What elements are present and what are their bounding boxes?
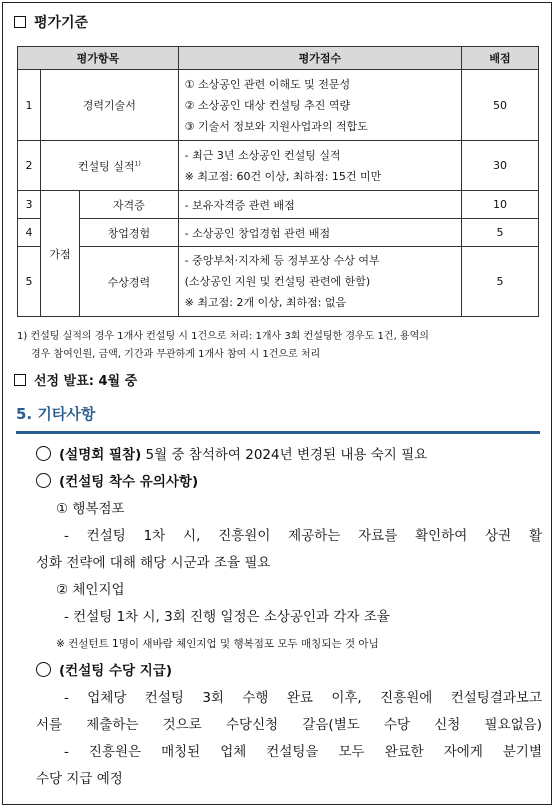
checkbox-square-icon	[14, 16, 26, 28]
announcement-heading: 선정 발표: 4월 중	[14, 370, 137, 389]
table-row: 2 컨설팅 실적$^{1)}$ - 최근 3년 소상공인 컨설팅 실적 ※ 최고점: 60건 이상, 최하점: 15건 미만 30	[18, 141, 539, 191]
circle-bullet-icon	[36, 662, 51, 677]
table-row: 4 창업경험 - 소상공인 창업경험 관련 배점 5	[18, 219, 539, 247]
section5-body: (설명회 필참) 5월 중 참석하여 2024년 변경된 내용 숙지 필요 (컨설팅 착수 유의사항) ① 행복점포 - 컨설팅 1차 시, 진흥원이 제공하는 자료를 확인하여 상권 활 성화 전략에 대해 해당 시군과 조율 필요 ② 체인지업 - 컨설팅 1차 시, 3회 진행 일정은 소상공인과 각자 조율 ※ 컨설턴트 1명이 새바람 체인지업 및 행복점포 모두 매칭되는 것 아님 (컨설팅 수당 지급) - 업체당 컨설팅 3회 수행 완료 이후, 진흥원에 컨설팅결과보고 서를 제출하는 것으로 수당신청 갈음(별도 수당 신청 필요없음) - 진흥원은 매칭된 업체 컨설팅을 모두 완료한 자에게 분기별 수당 지급 예정	[36, 442, 542, 793]
bonus-group-label: 가점	[41, 191, 80, 317]
circle-bullet-icon	[36, 446, 51, 461]
list-item: (컨설팅 착수 유의사항)	[36, 469, 542, 496]
table-header-row	[18, 47, 539, 70]
circle-bullet-icon	[36, 473, 51, 488]
criteria-table	[17, 46, 539, 317]
table-row: 3 가점 자격증 - 보유자격증 관련 배점 10	[18, 191, 539, 219]
header-points: 배점	[462, 47, 539, 70]
header-score-detail: 평가점수	[178, 47, 461, 70]
criteria-heading: 평가기준	[14, 12, 88, 32]
section-divider	[16, 431, 540, 434]
header-item: 평가항목	[18, 47, 179, 70]
checkbox-square-icon	[14, 374, 26, 386]
table-row: 1 경력기술서 ① 소상공인 관련 이해도 및 전문성 ② 소상공인 대상 컨설팅 추진 역량 ③ 기술서 정보와 지원사업과의 적합도 50	[18, 70, 539, 141]
table-row: 5 수상경력 - 중앙부처·지자체 등 정부포상 수상 여부 (소상공인 지원 및 컨설팅 관련에 한함) ※ 최고점: 2개 이상, 최하점: 없음 5	[18, 247, 539, 317]
section5-title: 5. 기타사항	[16, 405, 96, 423]
list-item: (설명회 필참) 5월 중 참석하여 2024년 변경된 내용 숙지 필요	[36, 442, 542, 469]
list-item: (컨설팅 수당 지급)	[36, 658, 542, 685]
criteria-footnote: 1) 컨설팅 실적의 경우 1개사 컨설팅 시 1건으로 처리: 1개사 3회 컨설팅한 경우도 1건, 용역의 경우 참여인원, 금액, 기간과 무관하게 1개사 참여 시 1건으로 처리	[17, 331, 429, 360]
